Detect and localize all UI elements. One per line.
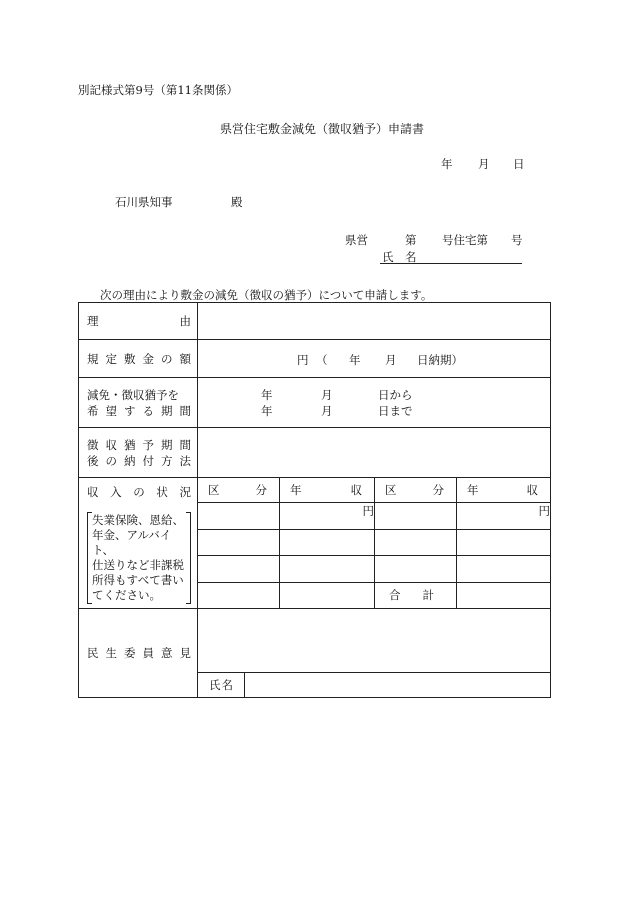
income-note-line: 仕送りなど非課税 bbox=[92, 558, 184, 572]
income-header-row bbox=[79, 478, 551, 503]
deposit-paren: （ bbox=[316, 353, 328, 367]
income-amount-cell[interactable] bbox=[457, 556, 551, 582]
method-label-char: の bbox=[105, 453, 117, 468]
addressee: 石川県知事 bbox=[115, 195, 173, 209]
income-amount-cell[interactable] bbox=[280, 556, 375, 582]
income-kubun-cell[interactable] bbox=[375, 503, 457, 529]
application-table bbox=[78, 302, 551, 698]
date-month-label: 月 bbox=[478, 157, 490, 171]
method-label-char: 収 bbox=[105, 437, 117, 452]
welfare-label bbox=[79, 609, 198, 698]
deposit-label bbox=[79, 340, 198, 378]
welfare-opinion-field[interactable] bbox=[198, 609, 551, 673]
income-note-line: てください。 bbox=[92, 588, 161, 602]
welfare-name-field[interactable] bbox=[245, 673, 550, 697]
method-label-char: 方 bbox=[161, 453, 173, 468]
income-amount-cell[interactable] bbox=[457, 529, 551, 555]
col-kubun-char: 区 bbox=[208, 483, 220, 498]
col-nenshu-char: 収 bbox=[526, 483, 538, 498]
income-label-cell bbox=[79, 478, 198, 609]
welfare-name-char: 氏 bbox=[209, 678, 221, 692]
income-note-line: 年金、アルバイト、 bbox=[92, 528, 172, 557]
method-label-char: 徴 bbox=[87, 437, 99, 452]
income-amount-cell[interactable] bbox=[280, 503, 375, 529]
period-label-char: 期 bbox=[161, 403, 173, 418]
income-kubun-cell[interactable] bbox=[198, 529, 280, 555]
housing-go: 号 bbox=[511, 233, 523, 247]
period-from-day: 日から bbox=[378, 388, 413, 402]
col-kubun-char: 分 bbox=[432, 483, 444, 498]
col-nenshu-char: 収 bbox=[350, 483, 362, 498]
income-note bbox=[87, 512, 191, 604]
yen-unit: 円 bbox=[538, 504, 550, 519]
deposit-label-char: の bbox=[161, 351, 173, 366]
col-kubun-char: 分 bbox=[255, 483, 267, 498]
income-amount-cell[interactable] bbox=[280, 529, 375, 555]
period-row bbox=[79, 378, 551, 428]
reason-label bbox=[79, 303, 198, 340]
income-label-char: 況 bbox=[179, 485, 191, 499]
welfare-name-label bbox=[198, 673, 245, 697]
period-from-year: 年 bbox=[261, 388, 273, 402]
income-label-char: 入 bbox=[110, 485, 122, 499]
income-amount-cell[interactable] bbox=[280, 582, 375, 608]
income-note-line: 失業保険、恩給、 bbox=[92, 513, 184, 527]
method-label-char: 期 bbox=[161, 437, 173, 452]
welfare-label-char: 民 bbox=[87, 646, 99, 660]
welfare-label-char: 意 bbox=[161, 646, 173, 660]
income-note-line: 所得もすべて書い bbox=[92, 573, 184, 587]
period-to-year: 年 bbox=[261, 404, 273, 418]
deposit-label-char: 敷 bbox=[124, 351, 136, 366]
period-field[interactable] bbox=[198, 378, 551, 428]
period-label-char: す bbox=[124, 403, 136, 418]
method-row bbox=[79, 428, 551, 478]
welfare-label-char: 見 bbox=[179, 646, 191, 660]
deposit-label-char: 金 bbox=[142, 351, 154, 366]
method-label-char: 予 bbox=[142, 437, 154, 452]
housing-go-jutaku: 号住宅第 bbox=[442, 233, 488, 247]
deposit-label-char: 定 bbox=[105, 351, 117, 366]
income-label-char: 収 bbox=[87, 485, 99, 499]
date-year-label: 年 bbox=[441, 157, 453, 171]
welfare-name-char: 名 bbox=[221, 678, 233, 692]
form-number: 別記様式第9号（第11条関係） bbox=[78, 83, 238, 97]
reason-label-char: 理 bbox=[87, 314, 99, 328]
form-title: 県営住宅敷金減免（徴収猶予）申請書 bbox=[220, 122, 425, 136]
welfare-label-char: 委 bbox=[124, 646, 136, 660]
income-kubun-cell[interactable] bbox=[198, 503, 280, 529]
deposit-month: 月 bbox=[385, 353, 397, 367]
total-label-cell bbox=[375, 582, 457, 608]
housing-dai: 第 bbox=[405, 233, 417, 247]
income-kubun-cell[interactable] bbox=[375, 556, 457, 582]
method-label-char: 間 bbox=[179, 437, 191, 452]
total-label-char: 合 bbox=[389, 588, 401, 603]
deposit-yen: 円 bbox=[297, 353, 309, 367]
period-label-line1: 減免・徴収猶予を bbox=[87, 387, 179, 402]
applicant-name-line bbox=[380, 263, 522, 264]
welfare-name-cell bbox=[198, 673, 551, 698]
period-label-char: 望 bbox=[105, 403, 117, 418]
date-day-label: 日 bbox=[513, 157, 525, 171]
col-nenshu-header-2 bbox=[457, 478, 551, 503]
method-label-char: 付 bbox=[142, 453, 154, 468]
period-to-month: 月 bbox=[321, 404, 333, 418]
welfare-row bbox=[79, 609, 551, 673]
col-kubun-header-2 bbox=[375, 478, 457, 503]
method-label-char: 猶 bbox=[124, 437, 136, 452]
reason-row bbox=[79, 303, 551, 340]
deposit-year: 年 bbox=[349, 353, 361, 367]
period-from-month: 月 bbox=[321, 388, 333, 402]
col-kubun-char: 区 bbox=[385, 483, 397, 498]
period-label-char: 間 bbox=[179, 403, 191, 418]
total-amount-cell[interactable] bbox=[457, 582, 551, 608]
intro-text: 次の理由により敷金の減免（徴収の猶予）について申請します。 bbox=[100, 288, 433, 302]
total-label-char: 計 bbox=[422, 588, 434, 603]
method-label bbox=[79, 428, 198, 478]
applicant-name-mei: 名 bbox=[405, 250, 417, 264]
deposit-label-char: 規 bbox=[87, 351, 99, 366]
period-to-day: 日まで bbox=[378, 404, 413, 418]
method-label-char: 法 bbox=[179, 453, 191, 468]
method-field[interactable] bbox=[198, 428, 551, 478]
income-kubun-cell[interactable] bbox=[375, 529, 457, 555]
applicant-name-shi: 氏 bbox=[382, 250, 394, 264]
deposit-row bbox=[79, 340, 551, 378]
col-nenshu-char: 年 bbox=[290, 483, 302, 498]
col-kubun-header bbox=[198, 478, 280, 503]
period-label bbox=[79, 378, 198, 428]
col-nenshu-char: 年 bbox=[467, 483, 479, 498]
yen-unit: 円 bbox=[362, 504, 374, 519]
deposit-field[interactable] bbox=[198, 340, 551, 378]
honorific: 殿 bbox=[231, 195, 243, 209]
method-label-char: 後 bbox=[87, 453, 99, 468]
period-label-char: る bbox=[142, 403, 154, 418]
welfare-label-char: 生 bbox=[105, 646, 117, 660]
housing-prefix: 県営 bbox=[345, 233, 368, 247]
reason-label-char: 由 bbox=[179, 314, 191, 328]
income-kubun-cell[interactable] bbox=[198, 582, 280, 608]
col-nenshu-header bbox=[280, 478, 375, 503]
income-label-char: の bbox=[133, 485, 145, 499]
income-label-char: 状 bbox=[156, 485, 168, 499]
reason-field[interactable] bbox=[198, 303, 551, 340]
income-amount-cell[interactable] bbox=[457, 503, 551, 529]
welfare-label-char: 員 bbox=[142, 646, 154, 660]
income-kubun-cell[interactable] bbox=[198, 556, 280, 582]
method-label-char: 納 bbox=[124, 453, 136, 468]
deposit-paid: 日納期） bbox=[417, 353, 463, 367]
deposit-label-char: 額 bbox=[179, 351, 191, 366]
period-label-char: 希 bbox=[87, 403, 99, 418]
